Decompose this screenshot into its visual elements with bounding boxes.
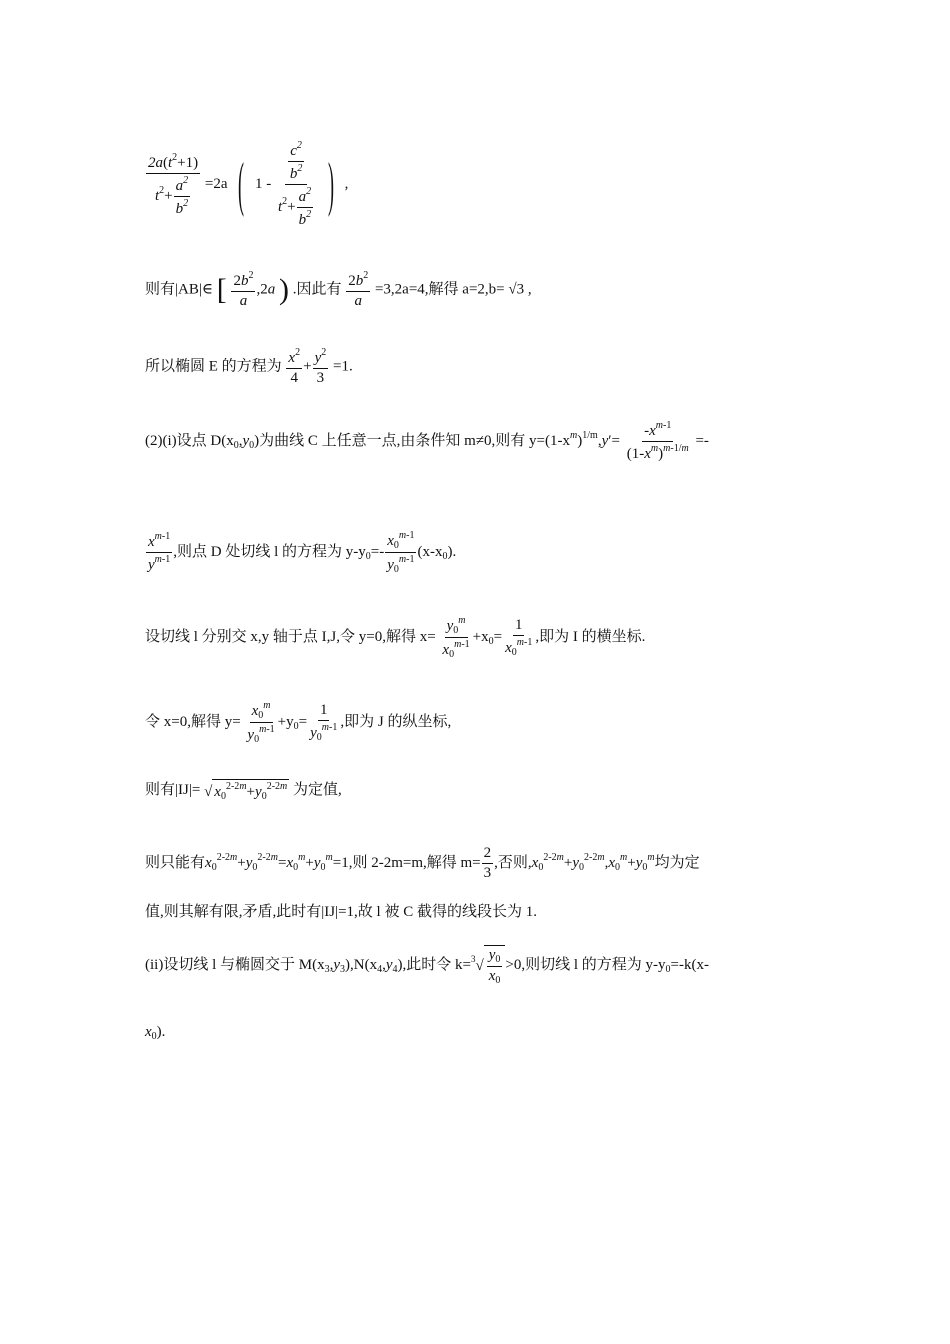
equation-line-8: 则有|IJ|= √ $x_0^{2-2m}+y_0^{2-2m}$ 为定值, [145, 781, 342, 803]
equation-line-3: 所以椭圆 E 的方程为 $\frac{x^2}{4}$ + $\frac{y^2}{3}$ =1. [145, 347, 353, 386]
equation-line-11: (ii)设切线 l 与椭圆交于 $M(x_3,y_3),N(x_4,y_4)$,此时令 k=$^3$√ $\frac{y_0}{x_0}$ >0,则切线 l 的方程为 $y-y_0=-k(x-$ [145, 947, 709, 986]
equation-line-6: 设切线 l 分别交 x,y 轴于点 I,J,令 y=0,解得 x= $\frac{y_0^m}{x_0^{m-1}}$ $+x_0=$ $\frac{1}{x_0^{m-1}}$ ,即为 I 的横坐标. [145, 615, 646, 660]
equation-line-2: 则有|AB|∈ [ $\frac{2b^2}{a}$ ,2a ) .因此有 $\frac{2b^2}{a}$ =3,2a=4,解得 a=2,b= √3 , [145, 270, 532, 309]
fraction: $2a(t^2+1)$ $t^2+$ $\frac{a^2}{b^2}$ [148, 151, 199, 217]
text-line-10: 值,则其解有限,矛盾,此时有|IJ|=1,故 l 被 C 截得的线段长为 1. [145, 904, 537, 920]
text-line-12: $x_0$). [145, 1024, 166, 1042]
equation-line-7: 令 x=0,解得 y= $\frac{x_0^m}{y_0^{m-1}}$ $+y_0=$ $\frac{1}{y_0^{m-1}}$ ,即为 J 的纵坐标, [145, 700, 452, 745]
equation-line-9: 则只能有$x_0^{2-2m}+y_0^{2-2m}=x_0^m+y_0^m=1$,则 2-2m=m,解得 m= $\frac{2}{3}$ ,否则$,x_0^{2-2m}+y_0^{2-2m},x_0^m+y_0^m$均为定 [145, 845, 700, 881]
fraction: $\frac{c^2}{b^2}$ $t^2+$ $\frac{a^2}{b^2}$ [278, 140, 312, 228]
equation-line-4: (2)(i)设点 $D(x_0,y_0)$为曲线 C 上任意一点,由条件知 m≠0,则有 $y=(1-x^m)^{1/m},y'=$ $\frac{-x^{m-1}}{(1-x^m)^{m-1/m}}$ =- [145, 420, 709, 462]
equation-text: =2a [204, 175, 228, 192]
equation-line-5: $\frac{x^{m-1}}{y^{m-1}}$ ,则点 D 处切线 l 的方程为 $y-y_0=-$ $\frac{x_0^{m-1}}{y_0^{m-1}}$ $(x-x_0)$. [148, 530, 457, 575]
equation-line-1: $2a(t^2+1)$ $t^2+$ $\frac{a^2}{b^2}$ =2a ( 1 - $\frac{c^2}{b^2}$ $t^2+$ $\frac{a^2}{b^2}$ ) , [148, 140, 349, 228]
